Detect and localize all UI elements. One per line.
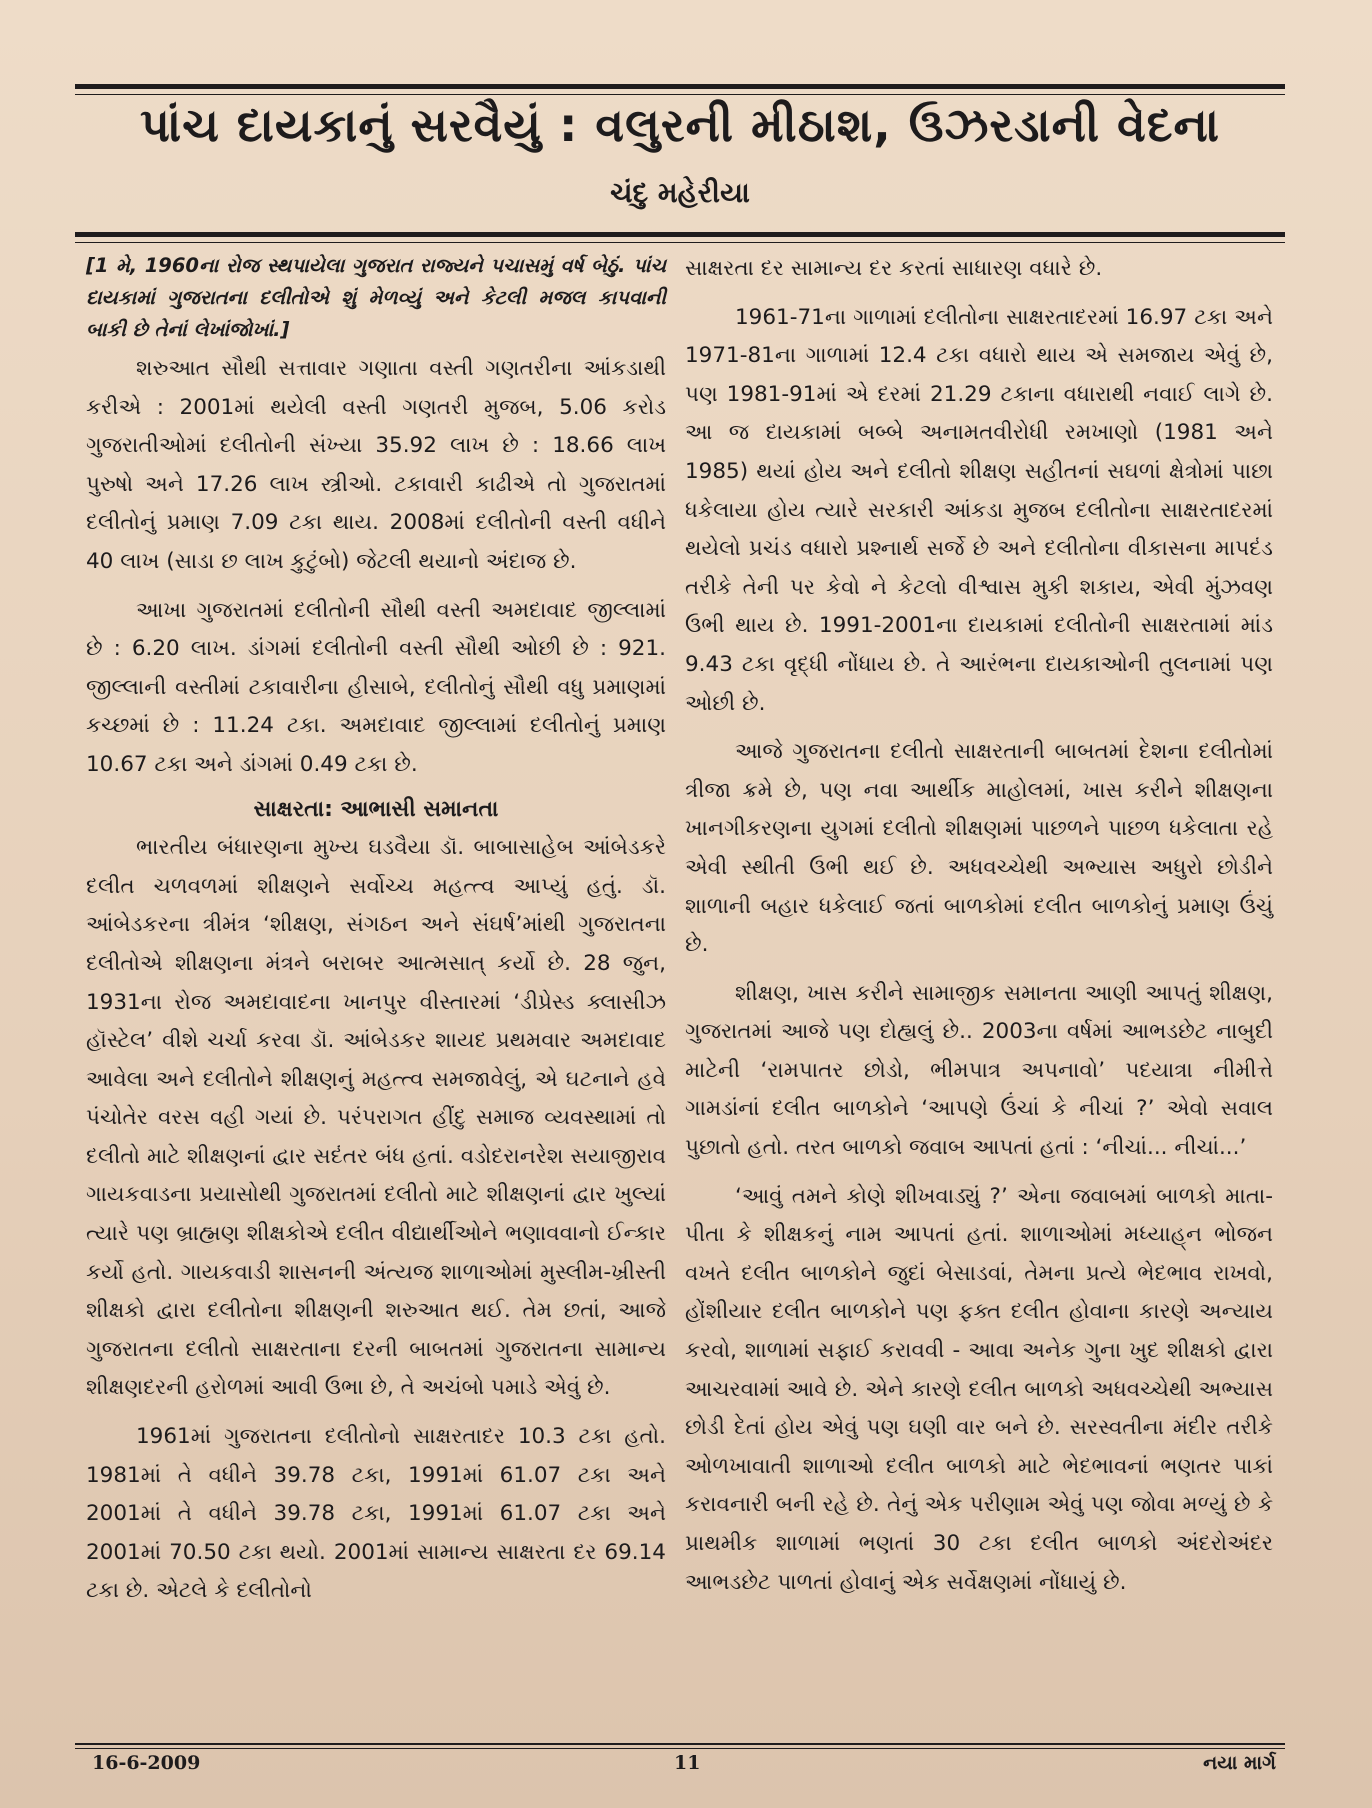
- paragraph: આખા ગુજરાતમાં દલીતોની સૌથી વસ્તી અમદાવાદ જીલ્લામાં છે : 6.20 લાખ. ડાંગમાં દલીતોની વસ્તી સૌથી ઓછી છે : 921. જીલ્લાની વસ્તીમાં ટકાવારીના હીસાબે, દલીતોનું સૌથી વધુ પ્રમાણમાં કચ્છમાં છે : 11.24 ટકા. અમદાવાદ જીલ્લામાં દલીતોનું પ્રમાણ 10.67 ટકા અને ડાંગમાં 0.49 ટકા છે.: [86, 597, 666, 777]
- header-rule-thin: [75, 242, 1285, 243]
- article-author: ચંદુ મહેરીયા: [610, 176, 750, 209]
- section-subheading: સાક્ષરતા: આભાસી સમાનતા: [253, 796, 499, 822]
- footer-rule: [75, 1743, 1285, 1745]
- paragraph: શીક્ષણ, ખાસ કરીને સામાજીક સમાનતા આણી આપતું શીક્ષણ, ગુજરાતમાં આજે પણ દોહ્યલું છે.. 2003ના વર્ષમાં આભડછેટ નાબુદી માટેની ‘રામપાતર છોડો, ભીમપાત્ર અપનાવો’ પદયાત્રા નીમીત્તે ગામડાંનાં દલીત બાળકોને ‘આપણે ઉંચાં કે નીચાં ?’ એવો સવાલ પુછાતો હતો. તરત બાળકો જવાબ આપતાં હતાં : ‘નીચાં... નીચાં...’: [685, 980, 1273, 1161]
- page-number: 11: [674, 1752, 701, 1774]
- top-rule-thin: [75, 94, 1285, 95]
- footer-rule-thin: [75, 1748, 1285, 1749]
- paragraph: 1961-71ના ગાળામાં દલીતોના સાક્ષરતાદરમાં 16.97 ટકા અને 1971-81ના ગાળામાં 12.4 ટકા વધારો થાય એ સમજાય એવું છે, પણ 1981-91માં એ દરમાં 21.29 ટકાના વધારાથી નવાઈ લાગે છે. આ જ દાયકામાં બબ્બે અનામતવીરોધી રમખાણો (1981 અને 1985) થયાં હોય અને દલીતો શીક્ષણ સહીતનાં સઘળાં ક્ષેત્રોમાં પાછા ધકેલાયા હોય ત્યારે સરકારી આંકડા મુજબ દલીતોના સાક્ષરતાદરમાં થયેલો પ્રચંડ વધારો પ્રશ્નાર્થ સર્જે છે અને દલીતોના વીકાસના માપદંડ તરીકે તેની પર કેવો ને કેટલો વીશ્વાસ મુકી શકાય, એવી મુંઝવણ ઉભી થાય છે. 1991-2001ના દાયકામાં દલીતોની સાક્ષરતામાં માંડ 9.43 ટકા વૃદ્ધી નોંધાય છે. તે આરંભના દાયકાઓની તુલનામાં પણ ઓછી છે.: [685, 304, 1273, 716]
- paragraph: ભારતીય બંધારણના મુખ્ય ઘડવૈયા ડૉ. બાબાસાહેબ આંબેડકરે દલીત ચળવળમાં શીક્ષણને સર્વોચ્ચ મહત્ત્વ આપ્યું હતું. ડૉ. આંબેડકરના ત્રીમંત્ર ‘શીક્ષણ, સંગઠન અને સંઘર્ષ’માંથી ગુજરાતના દલીતોએ શીક્ષણના મંત્રને બરાબર આત્મસાત્ કર્યો છે. 28 જુન, 1931ના રોજ અમદાવાદના ખાનપુર વીસ્તારમાં ‘ડીપ્રેસ્ડ ક્લાસીઝ હૉસ્ટેલ’ વીશે ચર્ચા કરવા ડૉ. આંબેડકર શાયદ પ્રથમવાર અમદાવાદ આવેલા અને દલીતોને શીક્ષણનું મહત્ત્વ સમજાવેલું, એ ઘટનાને હવે પંચોતેર વરસ વહી ગયાં છે. પરંપરાગત હીંદુ સમાજ વ્યવસ્થામાં તો દલીતો માટે શીક્ષણનાં દ્વાર સદંતર બંધ હતાં. વડોદરાનરેશ સયાજીરાવ ગાયકવાડના પ્રયાસોથી ગુજરાતમાં દલીતો માટે શીક્ષણનાં દ્વાર ખુલ્યાં ત્યારે પણ બ્રાહ્મણ શીક્ષકોએ દલીત વીદ્યાર્થીઓને ભણાવવાનો ઈન્કાર કર્યો હતો. ગાયકવાડી શાસનની અંત્યજ શાળાઓમાં મુસ્લીમ-ખ્રીસ્તી શીક્ષકો દ્વારા દલીતોના શીક્ષણની શરુઆત થઈ. તેમ છતાં, આજે ગુજરાતના દલીતો સાક્ષરતાના દરની બાબતમાં ગુજરાતના સામાન્ય શીક્ષણદરની હરોળમાં આવી ઉભા છે, તે અચંબો પમાડે એવું છે.: [86, 835, 666, 1401]
- paragraph: સાક્ષરતા દર સામાન્ય દર કરતાં સાધારણ વધારે છે.: [685, 256, 1103, 281]
- article-title: પાંચ દાયકાનું સરવૈયું : વલુરની મીઠાશ, ઉઝરડાની વેદના: [139, 98, 1221, 152]
- paragraph: ‘આવું તમને કોણે શીખવાડ્યું ?’ એના જવાબમાં બાળકો માતા-પીતા કે શીક્ષકનું નામ આપતાં હતાં. શાળાઓમાં મધ્યાહ્‌ન ભોજન વખતે દલીત બાળકોને જુદાં બેસાડવાં, તેમના પ્રત્યે ભેદભાવ રાખવો, હોંશીયાર દલીત બાળકોને પણ ફક્ત દલીત હોવાના કારણે અન્યાય કરવો, શાળામાં સફાઈ કરાવવી - આવા અનેક ગુના ખુદ શીક્ષકો દ્વારા આચરવામાં આવે છે. એને કારણે દલીત બાળકો અધવચ્ચેથી અભ્યાસ છોડી દેતાં હોય એવું પણ ઘણી વાર બને છે. સરસ્વતીના મંદીર તરીકે ઓળખાવાતી શાળાઓ દલીત બાળકો માટે ભેદભાવનાં ભણતર પાકાં કરાવનારી બની રહે છે. તેનું એક પરીણામ એવું પણ જોવા મળ્યું છે કે પ્રાથમીક શાળામાં ભણતાં 30 ટકા દલીત બાળકો અંદરોઅંદર આભડછેટ પાળતાં હોવાનું એક સર્વેક્ષણમાં નોંધાયું છે.: [685, 1183, 1273, 1595]
- top-rule: [75, 84, 1285, 89]
- publication-name: નયા માર્ગ: [1203, 1752, 1276, 1774]
- footer-date: 16-6-2009: [92, 1752, 201, 1774]
- header-rule: [75, 232, 1285, 237]
- paragraph: આજે ગુજરાતના દલીતો સાક્ષરતાની બાબતમાં દેશના દલીતોમાં ત્રીજા ક્રમે છે, પણ નવા આર્થીક માહોલમાં, ખાસ કરીને શીક્ષણના ખાનગીકરણના યુગમાં દલીતો શીક્ષણમાં પાછળને પાછળ ધકેલાતા રહે એવી સ્થીતી ઉભી થઈ છે. અધવચ્ચેથી અભ્યાસ અધુરો છોડીને શાળાની બહાર ધકેલાઈ જતાં બાળકોમાં દલીત બાળકોનું પ્રમાણ ઉંચું છે.: [685, 739, 1273, 958]
- right-column: [685, 250, 1273, 1602]
- paragraph: 1961માં ગુજરાતના દલીતોનો સાક્ષરતાદર 10.3 ટકા હતો. 1981માં તે વધીને 39.78 ટકા, 1991માં 61.07 ટકા અને 2001માં તે વધીને 39.78 ટકા, 1991માં 61.07 ટકા અને 2001માં 70.50 ટકા થયો. 2001માં સામાન્ય સાક્ષરતા દર 69.14 ટકા છે. એટલે કે દલીતોનો: [86, 1424, 666, 1604]
- article-intro: [1 મે, 1960ના રોજ સ્થપાયેલા ગુજરાત રાજ્યને પચાસમું વર્ષ બેઠું. પાંચ દાયકામાં ગુજરાતના દલીતોએ શું મેળવ્યું અને કેટલી મજલ કાપવાની બાકી છે તેનાં લેખાંજોખાં.]: [86, 254, 666, 341]
- left-column: [86, 250, 666, 1611]
- paragraph: શરુઆત સૌથી સત્તાવાર ગણાતા વસ્તી ગણતરીના આંકડાથી કરીએ : 2001માં થયેલી વસ્તી ગણતરી મુજબ, 5.06 કરોડ ગુજરાતીઓમાં દલીતોની સંખ્યા 35.92 લાખ છે : 18.66 લાખ પુરુષો અને 17.26 લાખ સ્ત્રીઓ. ટકાવારી કાઢીએ તો ગુજરાતમાં દલીતોનું પ્રમાણ 7.09 ટકા થાય. 2008માં દલીતોની વસ્તી વધીને 40 લાખ (સાડા છ લાખ કુટુંબો) જેટલી થયાનો અંદાજ છે.: [86, 356, 666, 574]
